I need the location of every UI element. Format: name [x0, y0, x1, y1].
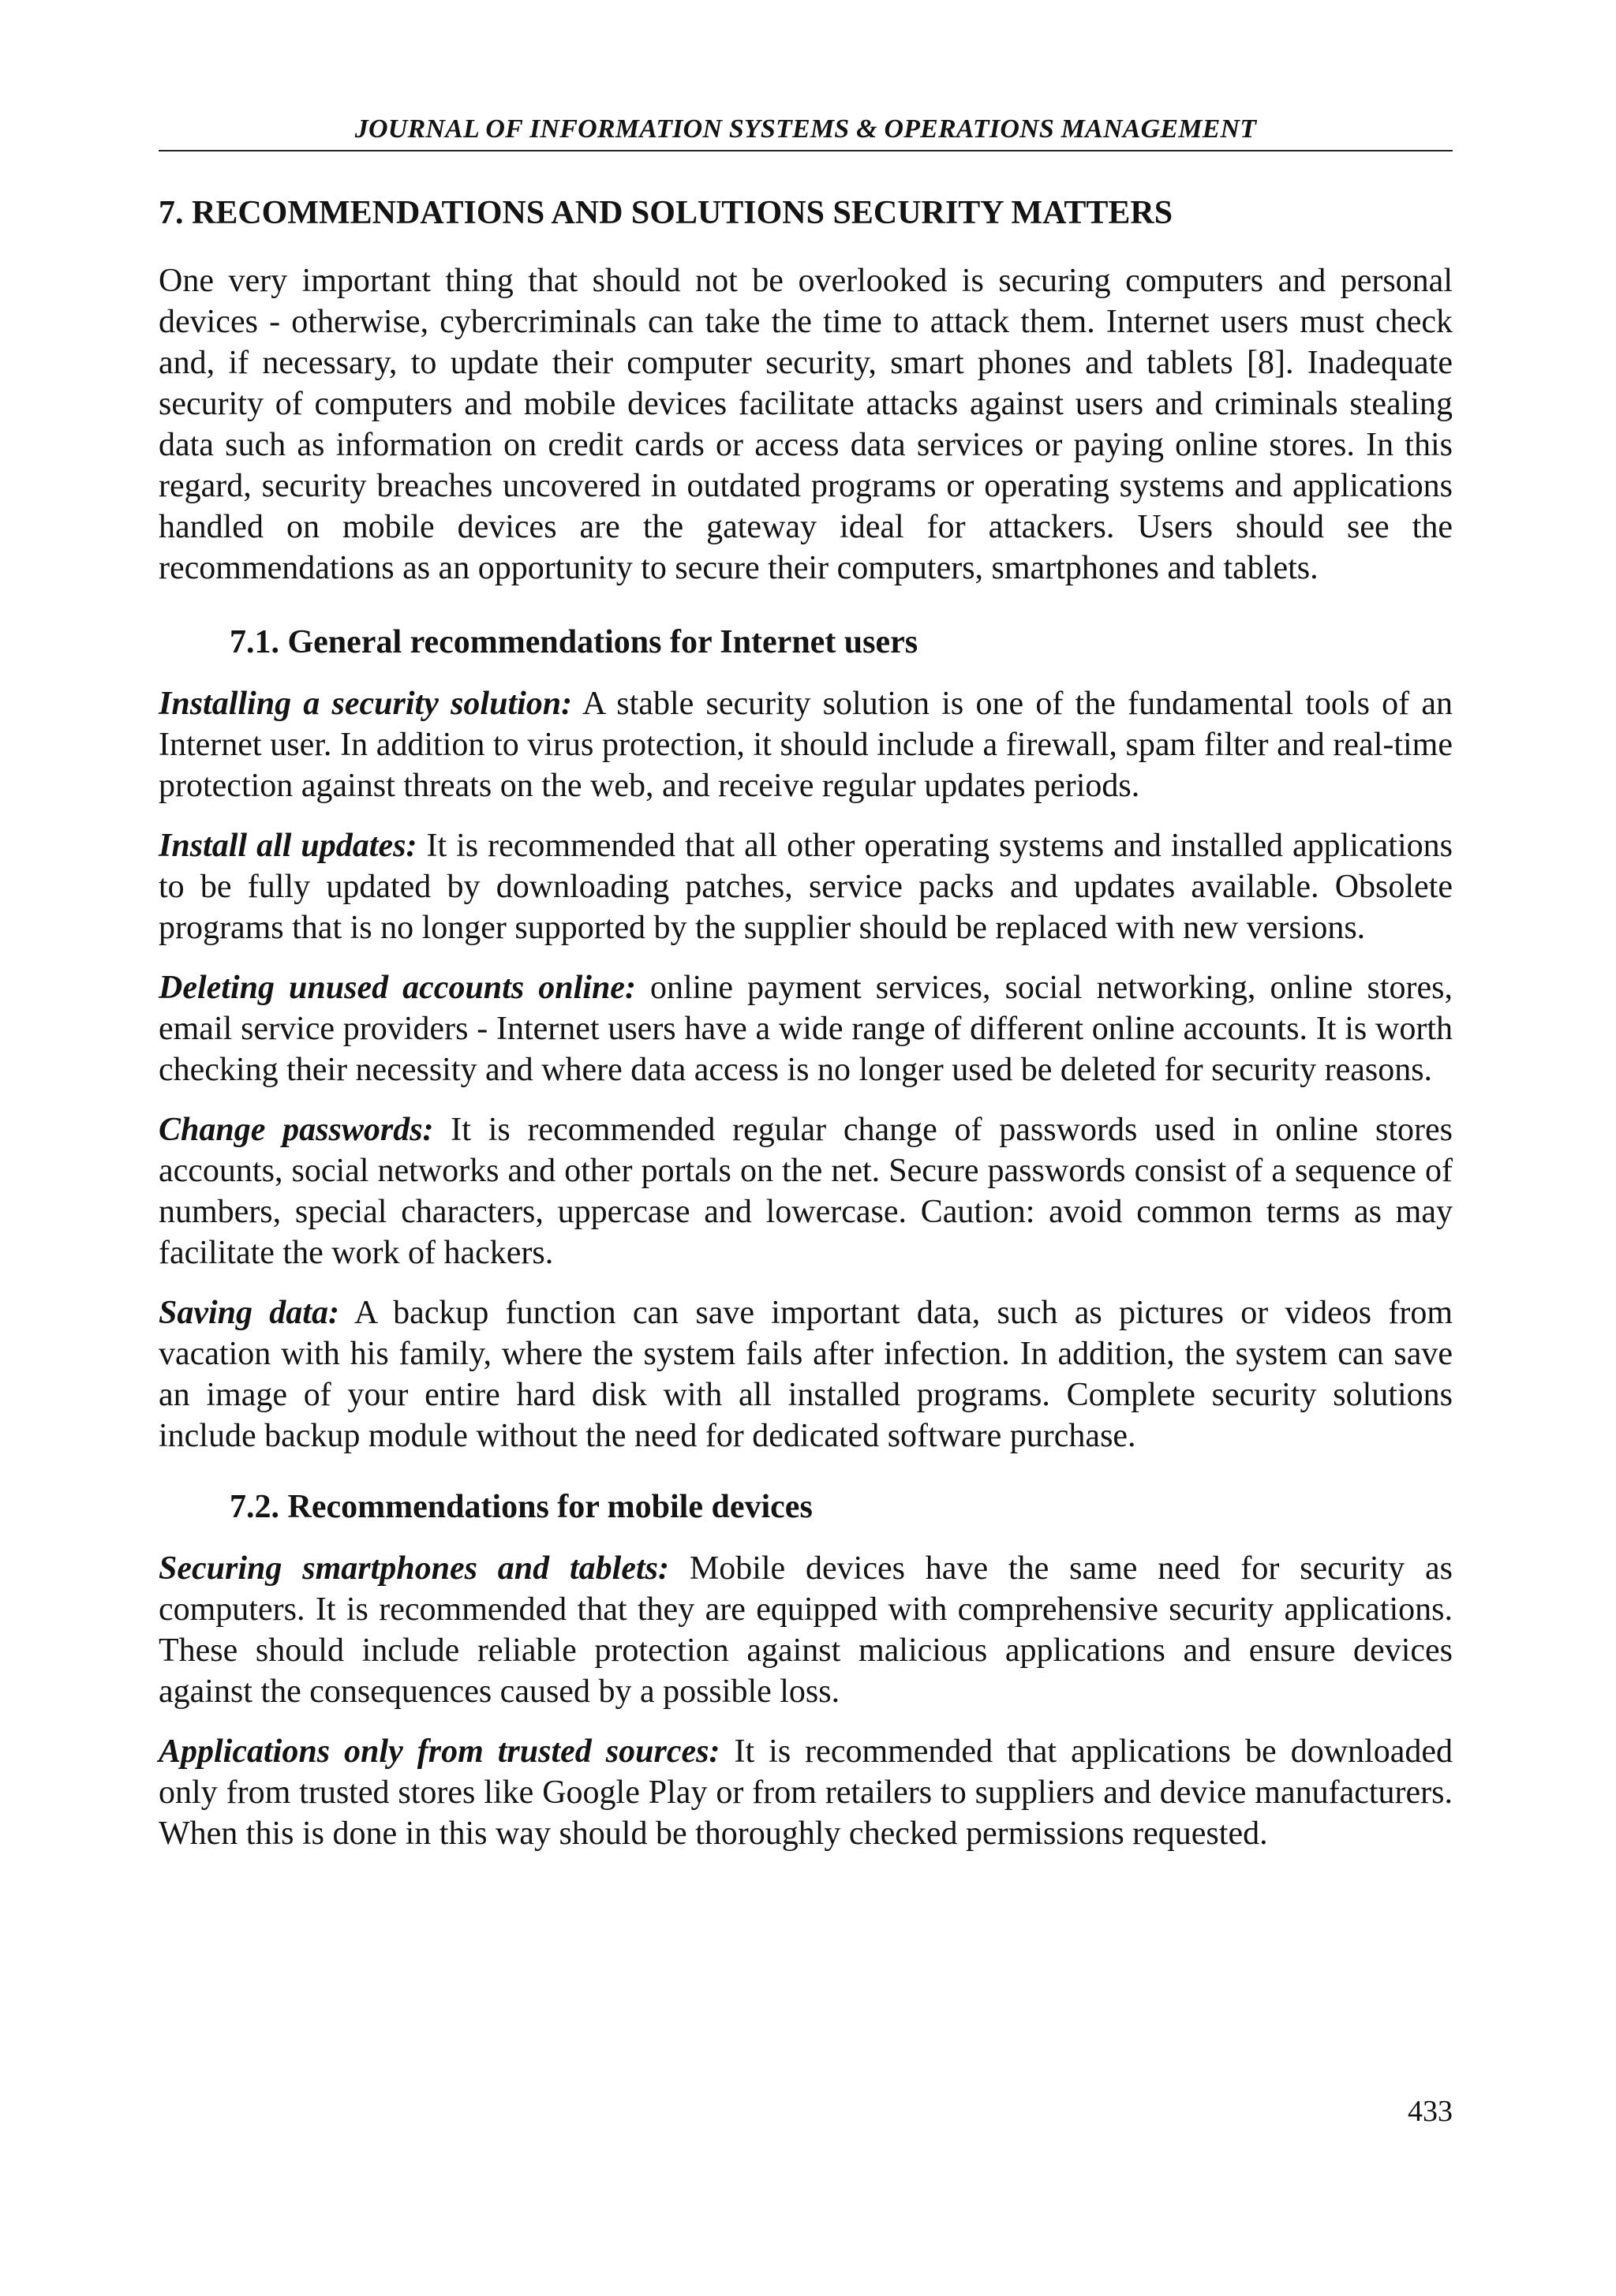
running-header: JOURNAL OF INFORMATION SYSTEMS & OPERATIONS MANAGEMENT: [354, 114, 1257, 144]
article-body: [159, 193, 1453, 1873]
recommendation-text: A stable security solution is one of the fundamental tools of an Internet user. In addition to virus protection, it should include a firewall, spam filter and real-time protection against threats on the web, and receive regular updates periods.: [159, 686, 1453, 804]
recommendation-term: Applications only from trusted sources:: [159, 1733, 720, 1770]
section-heading: 7. RECOMMENDATIONS AND SOLUTIONS SECURITY MATTERS: [159, 195, 1173, 231]
recommendation-term: Install all updates:: [159, 828, 417, 864]
recommendation-term: Deleting unused accounts online:: [159, 970, 636, 1006]
recommendation-text: online payment services, social networking, online stores, email service providers - Internet users have a wide range of different online accounts. It is worth checking their necessity and where data access is no longer used be deleted for security reasons.: [159, 970, 1453, 1088]
page-number: 433: [1408, 2095, 1453, 2128]
recommendation-term: Securing smartphones and tablets:: [159, 1550, 669, 1587]
recommendation-paragraph: [159, 1109, 1453, 1273]
section-intro-paragraph: One very important thing that should not be overlooked is securing computers and personal devices - otherwise, cybercriminals can take the time to attack them. Internet users must check and, if necessary, to update their computer security, smart phones and tablets [8]. Inadequate security of computers and mobile devices facilitate attacks against users and criminals stealing data such as information on credit cards or access data services or paying online stores. In this regard, security breaches uncovered in outdated programs or operating systems and applications handled on mobile devices are the gateway ideal for attackers. Users should see the recommendations as an opportunity to secure their computers, smartphones and tablets.: [159, 263, 1453, 586]
recommendation-paragraph: [159, 1731, 1453, 1854]
recommendation-text: A backup function can save important data, such as pictures or videos from vacation with his family, where the system fails after infection. In addition, the system can save an image of your entire hard disk with all installed programs. Complete security solutions include backup module without the need for dedicated software purchase.: [159, 1295, 1453, 1454]
recommendation-paragraph: [159, 1548, 1453, 1712]
recommendation-text: It is recommended that applications be downloaded only from trusted stores like Google Play or from retailers to suppliers and device manufacturers. When this is done in this way should be thoroughly checked permissions requested.: [159, 1733, 1453, 1852]
header-rule: [159, 150, 1453, 151]
recommendation-text: It is recommended that all other operating systems and installed applications to be fully updated by downloading patches, service packs and updates available. Obsolete programs that is no longer supported by the supplier should be replaced with new versions.: [159, 828, 1453, 946]
recommendation-paragraph: [159, 1292, 1453, 1457]
recommendation-text: It is recommended regular change of passwords used in online stores accounts, social networks and other portals on the net. Secure passwords consist of a sequence of numbers, special characters, uppercase and lowercase. Caution: avoid common terms as may facilitate the work of hackers.: [159, 1112, 1453, 1271]
subsection-heading-mobile: 7.2. Recommendations for mobile devices: [230, 1489, 813, 1525]
recommendation-term: Saving data:: [159, 1295, 339, 1331]
recommendation-paragraph: [159, 825, 1453, 948]
recommendation-paragraph: [159, 683, 1453, 806]
subsection-heading-general: 7.1. General recommendations for Internet users: [230, 624, 918, 660]
recommendation-term: Installing a security solution:: [159, 686, 573, 722]
recommendation-text: Mobile devices have the same need for security as computers. It is recommended that they are equipped with comprehensive security applications. These should include reliable protection against malicious applications and ensure devices against the consequences caused by a possible loss.: [159, 1550, 1453, 1710]
recommendation-term: Change passwords:: [159, 1112, 434, 1148]
recommendation-paragraph: [159, 967, 1453, 1090]
